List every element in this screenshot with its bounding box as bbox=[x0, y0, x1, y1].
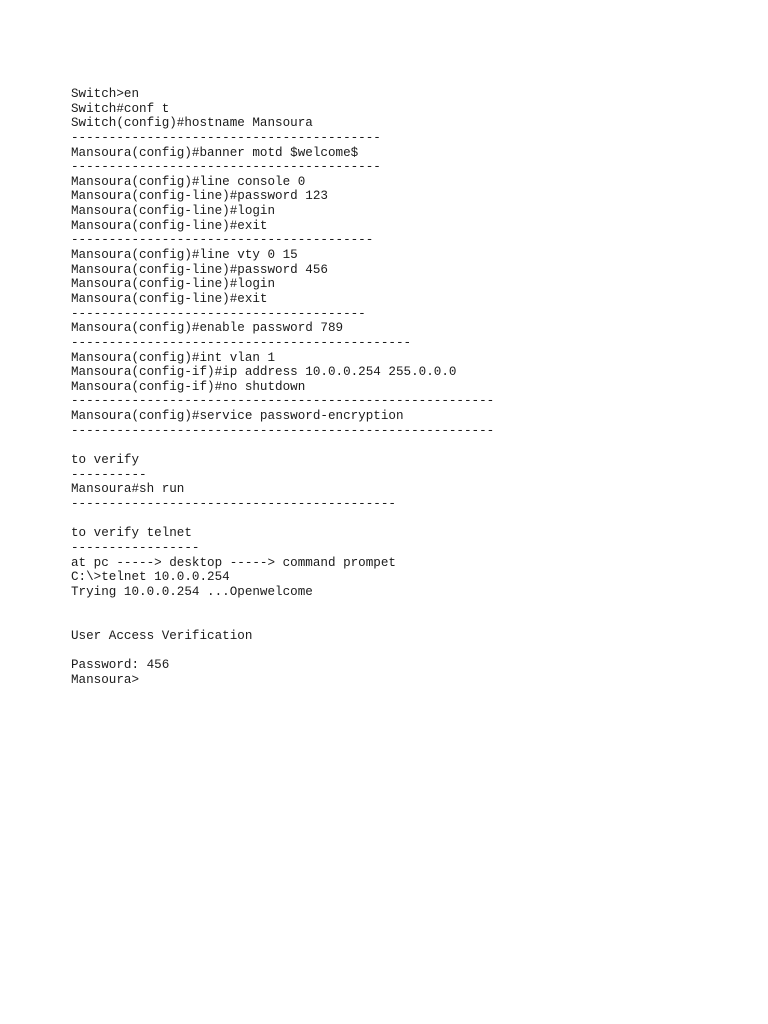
separator-line: ----------------------------------------- bbox=[71, 160, 381, 175]
text-line: to verify bbox=[71, 453, 140, 468]
text-line: Mansoura(config-line)#password 123 bbox=[71, 189, 328, 204]
text-line: Mansoura(config)#line console 0 bbox=[71, 174, 306, 189]
text-line: Mansoura> bbox=[71, 672, 140, 687]
separator-line: ----------------------------------------- bbox=[71, 130, 381, 145]
text-line: to verify telnet bbox=[71, 526, 192, 541]
text-line: Switch#conf t bbox=[71, 101, 170, 116]
text-line: User Access Verification bbox=[71, 628, 253, 643]
blank-line bbox=[71, 512, 751, 527]
text-line: Mansoura(config)#int vlan 1 bbox=[71, 350, 276, 365]
text-line: Mansoura(config)#enable password 789 bbox=[71, 321, 344, 336]
text-line: Mansoura(config)#line vty 0 15 bbox=[71, 248, 298, 263]
separator-line: ---------- bbox=[71, 467, 147, 482]
text-line: C:\>telnet 10.0.0.254 bbox=[71, 570, 230, 585]
text-line: Mansoura(config)#service password-encryption bbox=[71, 409, 404, 424]
text-line: Trying 10.0.0.254 ...Openwelcome bbox=[71, 584, 313, 599]
text-line: Mansoura(config)#banner motd $welcome$ bbox=[71, 145, 359, 160]
separator-line: ---------------------------------------- bbox=[71, 233, 374, 248]
separator-line: --------------------------------------- bbox=[71, 306, 366, 321]
separator-line: ----------------- bbox=[71, 540, 200, 555]
separator-line: -------------------------------------------------------- bbox=[71, 423, 495, 438]
text-line: Mansoura(config-line)#login bbox=[71, 204, 276, 219]
text-line: Mansoura(config-line)#exit bbox=[71, 218, 268, 233]
blank-line bbox=[71, 438, 751, 453]
separator-line: ------------------------------------------- bbox=[71, 496, 396, 511]
separator-line: --------------------------------------------- bbox=[71, 335, 412, 350]
text-line: Mansoura(config-line)#login bbox=[71, 277, 276, 292]
text-line: Password: 456 bbox=[71, 657, 170, 672]
text-line: at pc -----> desktop -----> command prompet bbox=[71, 555, 396, 570]
text-line: Switch(config)#hostname Mansoura bbox=[71, 116, 313, 131]
blank-line bbox=[71, 614, 751, 629]
text-line: Switch>en bbox=[71, 87, 140, 101]
text-line: Mansoura(config-line)#exit bbox=[71, 291, 268, 306]
separator-line: -------------------------------------------------------- bbox=[71, 394, 495, 409]
blank-line bbox=[71, 643, 751, 658]
text-line: Mansoura(config-line)#password 456 bbox=[71, 262, 328, 277]
text-line: Mansoura(config-if)#no shutdown bbox=[71, 379, 306, 394]
text-line: Mansoura#sh run bbox=[71, 482, 185, 497]
text-line: Mansoura(config-if)#ip address 10.0.0.254 255.0.0.0 bbox=[71, 365, 457, 380]
blank-line bbox=[71, 599, 751, 614]
document-body bbox=[71, 87, 751, 687]
